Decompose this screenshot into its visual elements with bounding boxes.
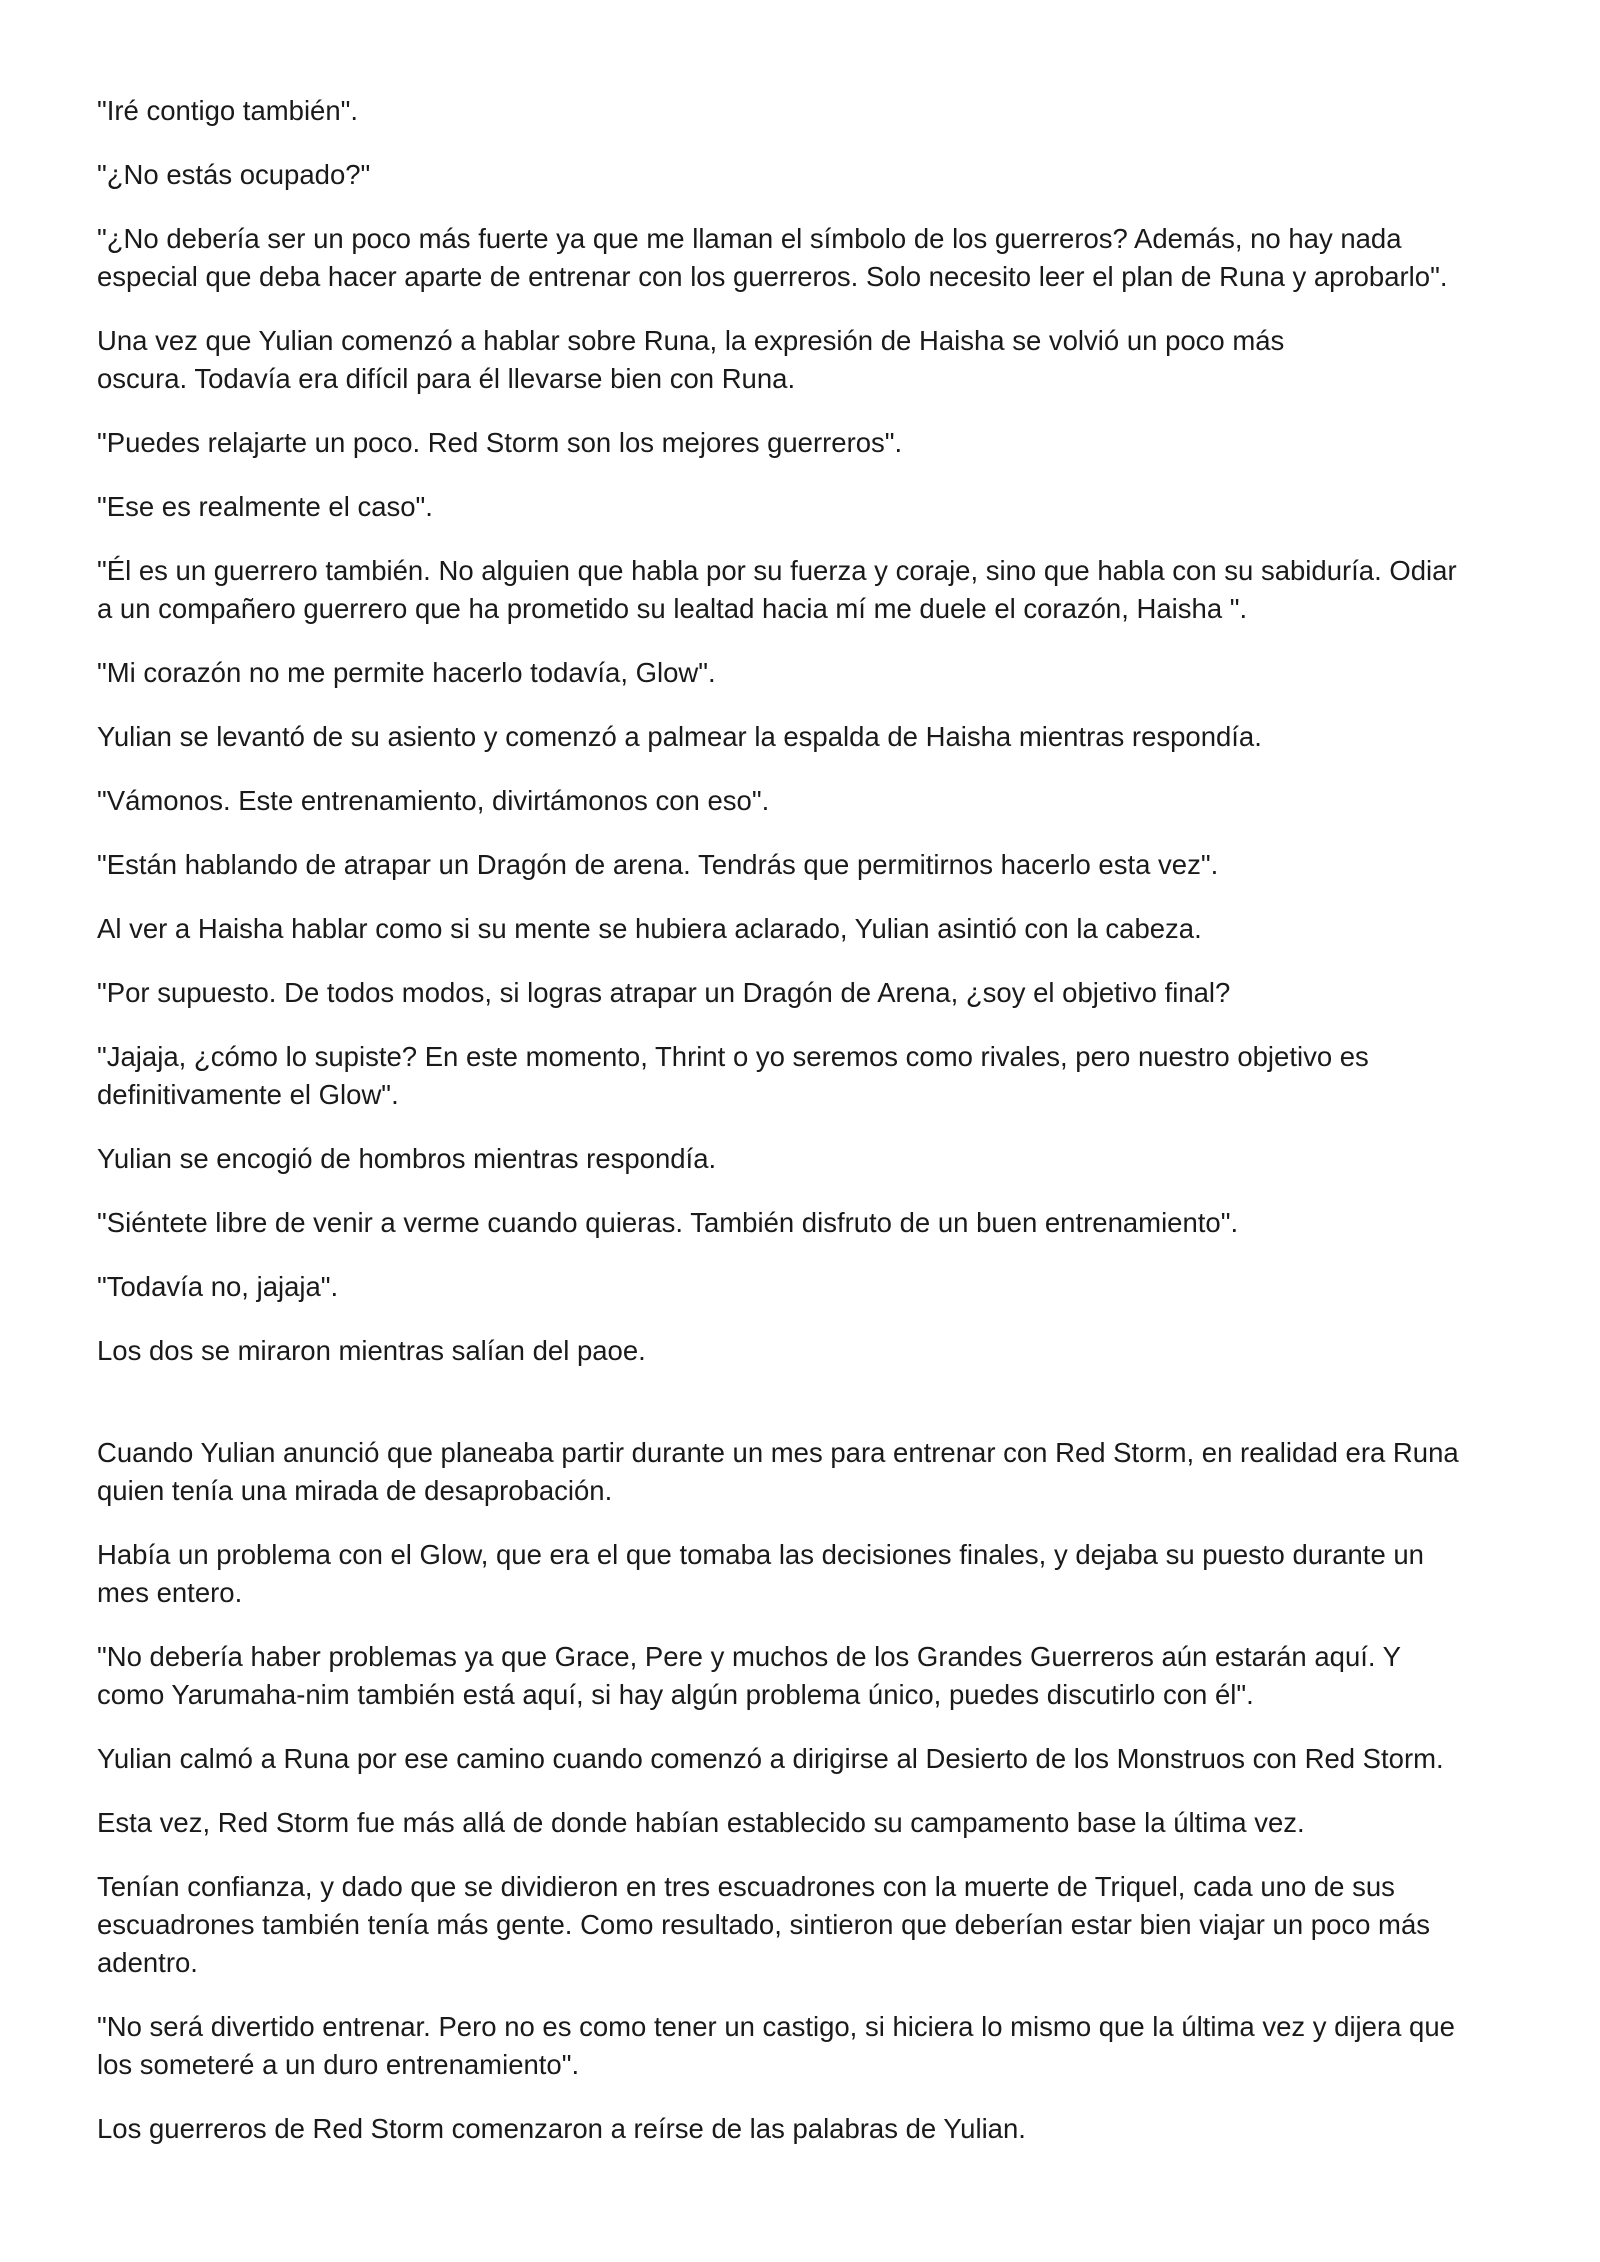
paragraph: "Siéntete libre de venir a verme cuando quieras. También disfruto de un buen entrenamiento". (97, 1207, 1239, 1238)
paragraph: Los dos se miraron mientras salían del paoe. (97, 1335, 646, 1366)
paragraph: "Ese es realmente el caso". (97, 491, 433, 522)
paragraph: Había un problema con el Glow, que era el que tomaba las decisiones finales, y dejaba su puesto durante un mes entero. (97, 1539, 1424, 1608)
paragraph: "Iré contigo también". (97, 95, 359, 126)
paragraph: Yulian se levantó de su asiento y comenzó a palmear la espalda de Haisha mientras respondía. (97, 721, 1262, 752)
paragraph: "Están hablando de atrapar un Dragón de arena. Tendrás que permitirnos hacerlo esta vez". (97, 849, 1219, 880)
paragraph: Al ver a Haisha hablar como si su mente se hubiera aclarado, Yulian asintió con la cabeza. (97, 913, 1202, 944)
paragraph: "Por supuesto. De todos modos, si logras atrapar un Dragón de Arena, ¿soy el objetivo final? (97, 977, 1231, 1008)
paragraph: "Puedes relajarte un poco. Red Storm son los mejores guerreros". (97, 427, 903, 458)
paragraph: "No será divertido entrenar. Pero no es como tener un castigo, si hiciera lo mismo que la última vez y dijera que los someteré a un duro entrenamiento". (97, 2011, 1455, 2080)
paragraph: "Vámonos. Este entrenamiento, divirtámonos con eso". (97, 785, 770, 816)
paragraph: "Mi corazón no me permite hacerlo todavía, Glow". (97, 657, 716, 688)
paragraph: Una vez que Yulian comenzó a hablar sobre Runa, la expresión de Haisha se volvió un poco más oscura. Todavía era difícil para él llevarse bien con Runa. (97, 325, 1285, 394)
paragraph: "¿No estás ocupado?" (97, 159, 371, 190)
paragraph: "No debería haber problemas ya que Grace, Pere y muchos de los Grandes Guerreros aún estarán aquí. Y como Yarumaha-nim también está aquí, si hay algún problema único, puedes discutirlo con él". (97, 1641, 1402, 1710)
paragraph: Los guerreros de Red Storm comenzaron a reírse de las palabras de Yulian. (97, 2113, 1026, 2144)
paragraph: Esta vez, Red Storm fue más allá de donde habían establecido su campamento base la última vez. (97, 1807, 1305, 1838)
paragraph: "Jajaja, ¿cómo lo supiste? En este momento, Thrint o yo seremos como rivales, pero nuestro objetivo es definitivamente el Glow". (97, 1041, 1369, 1110)
paragraph: "Todavía no, jajaja". (97, 1271, 339, 1302)
paragraph: Tenían confianza, y dado que se dividieron en tres escuadrones con la muerte de Triquel, cada uno de sus escuadrones también tenía más gente. Como resultado, sintieron que deberían estar bien viajar un poco más adentro. (97, 1871, 1431, 1978)
section-break (97, 1396, 1517, 1434)
paragraph: Cuando Yulian anunció que planeaba partir durante un mes para entrenar con Red Storm, en realidad era Runa quien tenía una mirada de desaprobación. (97, 1437, 1459, 1506)
paragraph: Yulian calmó a Runa por ese camino cuando comenzó a dirigirse al Desierto de los Monstruos con Red Storm. (97, 1743, 1444, 1774)
document-page (97, 92, 1517, 2174)
paragraph: "¿No debería ser un poco más fuerte ya que me llaman el símbolo de los guerreros? Además, no hay nada especial que deba hacer aparte de entrenar con los guerreros. Solo necesito leer el plan de Runa y aprobarlo". (97, 223, 1448, 292)
paragraph: Yulian se encogió de hombros mientras respondía. (97, 1143, 717, 1174)
paragraph: "Él es un guerrero también. No alguien que habla por su fuerza y coraje, sino que habla con su sabiduría. Odiar a un compañero guerrero que ha prometido su lealtad hacia mí me duele el corazón, Haisha ". (97, 555, 1457, 624)
